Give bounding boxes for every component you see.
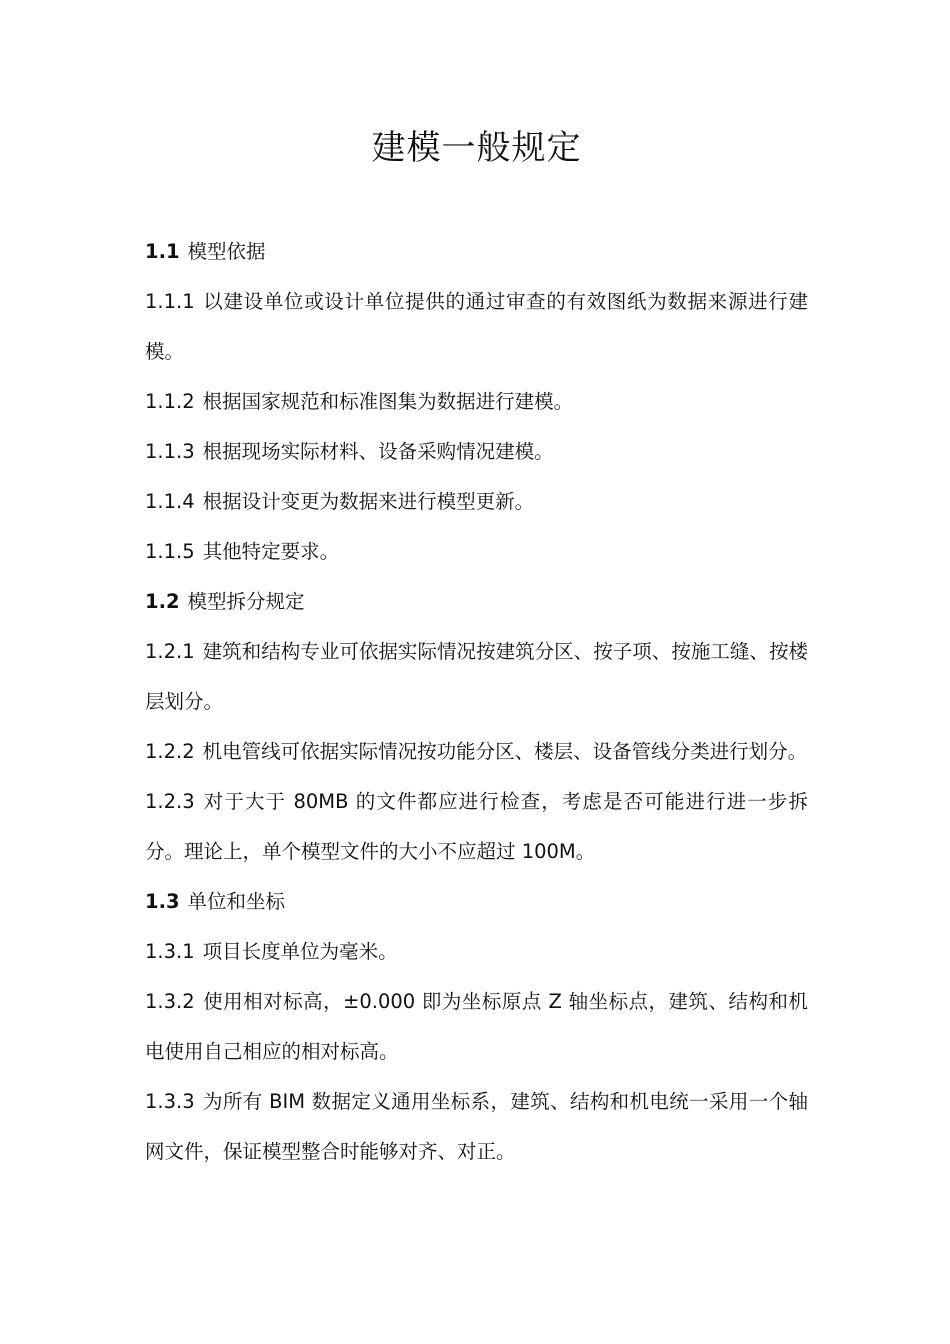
section-text: 模型依据 [187,239,266,263]
clause-number: 1.3.2 [145,989,195,1013]
section-heading [145,877,808,927]
clause-paragraph [145,377,808,427]
clause-paragraph [145,927,808,977]
clause-text: 项目长度单位为毫米。 [202,939,398,963]
section-heading [145,577,808,627]
clause-number: 1.1.3 [145,439,195,463]
section-number: 1.3 [145,889,180,913]
clause-paragraph [145,627,808,727]
clause-text: 机电管线可依据实际情况按功能分区、楼层、设备管线分类进行划分。 [202,739,808,763]
document-title: 建模一般规定 [371,128,582,168]
clause-text: 使用相对标高，±0.000 即为坐标原点 Z 轴坐标点，建筑、结构和机电使用自己相应的相对标高。 [145,989,808,1063]
clause-number: 1.1.1 [145,289,195,313]
section-text: 模型拆分规定 [187,589,305,613]
section-text: 单位和坐标 [187,889,286,913]
clause-number: 1.1.2 [145,389,195,413]
section-number: 1.2 [145,589,180,613]
clause-text: 为所有 BIM 数据定义通用坐标系，建筑、结构和机电统一采用一个轴网文件，保证模型整合时能够对齐、对正。 [145,1089,808,1163]
clause-number: 1.2.1 [145,639,195,663]
clause-number: 1.1.4 [145,489,195,513]
clause-text: 根据国家规范和标准图集为数据进行建模。 [202,389,574,413]
clause-paragraph [145,427,808,477]
clause-paragraph [145,777,808,877]
clause-number: 1.3.1 [145,939,195,963]
clause-text: 以建设单位或设计单位提供的通过审查的有效图纸为数据来源进行建模。 [145,289,808,363]
clause-paragraph [145,1077,808,1177]
clause-paragraph [145,977,808,1077]
section-heading [145,227,808,277]
clause-paragraph [145,277,808,377]
clause-paragraph [145,527,808,577]
clause-number: 1.2.2 [145,739,195,763]
clause-text: 其他特定要求。 [202,539,340,563]
clause-number: 1.3.3 [145,1089,195,1113]
section-number: 1.1 [145,239,180,263]
clause-number: 1.1.5 [145,539,195,563]
clause-text: 对于大于 80MB 的文件都应进行检查，考虑是否可能进行进一步拆分。理论上，单个模型文件的大小不应超过 100M。 [145,789,808,863]
clause-paragraph [145,727,808,777]
clause-number: 1.2.3 [145,789,195,813]
clause-paragraph [145,477,808,527]
clause-text: 根据设计变更为数据来进行模型更新。 [202,489,535,513]
clause-text: 根据现场实际材料、设备采购情况建模。 [202,439,554,463]
clause-text: 建筑和结构专业可依据实际情况按建筑分区、按子项、按施工缝、按楼层划分。 [145,639,808,713]
